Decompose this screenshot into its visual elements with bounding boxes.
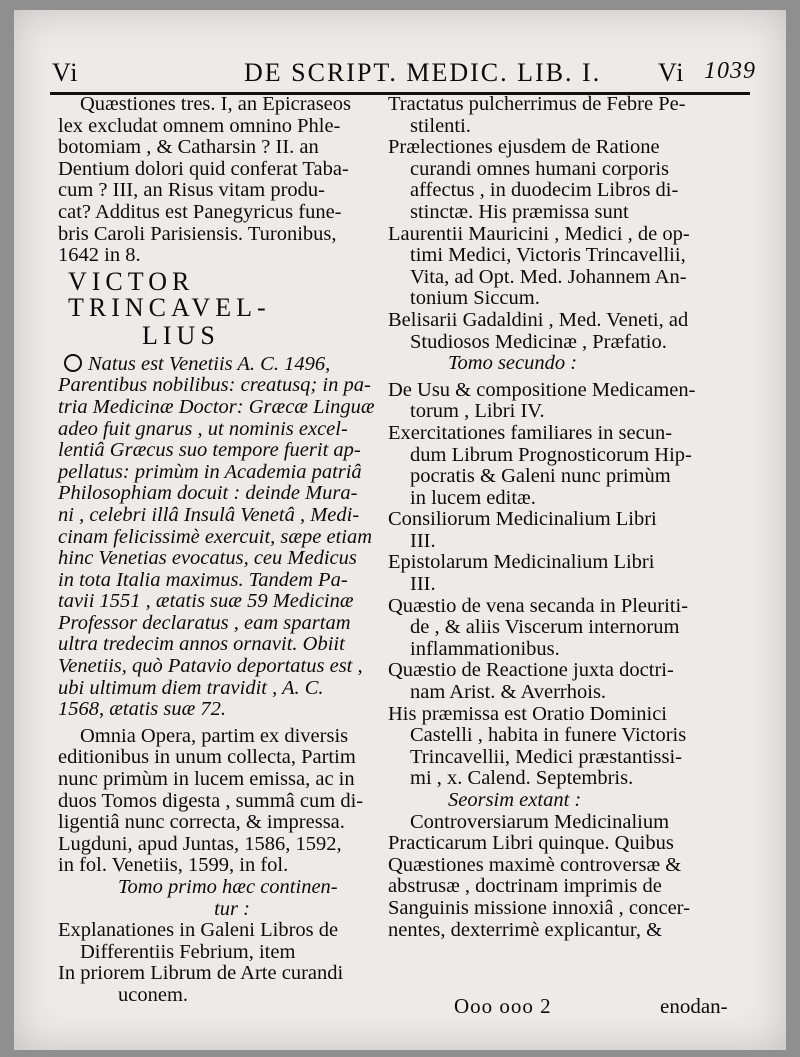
bio-line: Parentibus nobilibus: creatusq; in pa-: [58, 374, 371, 397]
text-line: bris Caroli Parisiensis. Turonibus,: [58, 222, 337, 245]
tomo-primo-heading: Tomo primo hæc continen-: [118, 876, 338, 898]
text-line: stilenti.: [410, 114, 471, 137]
text-line: editionibus in unum collecta, Partim: [58, 746, 356, 769]
catchword: enodan-: [660, 994, 728, 1018]
bio-line: Philosophiam docuit : deinde Mura-: [58, 482, 358, 505]
text-line: Quæstio de vena secanda in Pleuriti-: [388, 594, 689, 617]
bio-line: tria Medicinæ Doctor: Græcæ Linguæ: [58, 395, 375, 418]
text-line: Quæstio de Reactione juxta doctri-: [388, 659, 674, 682]
running-title: DE SCRIPT. MEDIC. LIB. I.: [244, 58, 602, 87]
bio-line: Professor declaratus , eam spartam: [58, 611, 351, 634]
bio-line: Venetiis, quò Patavio deportatus est ,: [58, 655, 363, 678]
text-line: Vita, ad Opt. Med. Johannem An-: [410, 265, 687, 288]
text-line: nam Arist. & Averrhois.: [410, 681, 607, 704]
bio-line: adeo fuit gnarus , ut nominis excel-: [58, 417, 348, 440]
text-line: Quæstiones tres. I, an Epicraseos: [80, 93, 351, 115]
text-line: Sanguinis missione innoxiâ , concer-: [388, 896, 690, 919]
bio-text: Natus est Venetiis A. C. 1496,: [88, 352, 331, 375]
text-line: pocratis & Galeni nunc primùm: [410, 465, 671, 488]
text-line: nentes, dexterrimè explicantur, &: [388, 918, 663, 941]
left-column: [58, 94, 406, 1007]
text-line: cat? Additus est Panegyricus fune-: [58, 200, 342, 223]
author-heading: VICTOR TRINCAVEL-: [68, 266, 271, 322]
text-line: Dentium dolori quid conferat Taba-: [58, 157, 349, 180]
text-line: Castelli , habita in funere Victoris: [410, 724, 687, 747]
author-heading-continued: LIUS: [142, 320, 220, 350]
text-line: curandi omnes humani corporis: [410, 157, 670, 180]
text-line: Prælectiones ejusdem de Ratione: [388, 136, 660, 159]
text-line: Lugduni, apud Juntas, 1586, 1592,: [58, 832, 342, 855]
text-line: III.: [410, 529, 436, 552]
bio-line: pellatus: primùm in Academia patriâ: [58, 460, 362, 483]
tomo-primo-heading-continued: tur :: [214, 897, 250, 920]
text-line: Controversiarum Medicinalium: [410, 810, 670, 833]
text-line: Practicarum Libri quinque. Quibus: [388, 832, 674, 855]
text-line: Epistolarum Medicinalium Libri: [388, 551, 655, 574]
text-line: Belisarii Gadaldini , Med. Veneti, ad: [388, 308, 689, 331]
seorsim-heading: Seorsim extant :: [448, 789, 582, 811]
text-line: Exercitationes familiares in secun-: [388, 421, 673, 444]
text-line: timi Medici, Victoris Trincavellii,: [410, 244, 686, 267]
book-page: [14, 10, 786, 1050]
bio-line: ni , celebri illâ Insulâ Venetâ , Medi-: [58, 503, 360, 526]
bio-line: tavii 1551 , ætatis suæ 59 Medicinæ: [58, 590, 354, 613]
text-line: 1642 in 8.: [58, 244, 141, 267]
text-line: Omnia Opera, partim ex diversis: [80, 724, 349, 747]
text-line: ligentiâ nunc correcta, & impressa.: [58, 811, 345, 834]
text-line: in fol. Venetiis, 1599, in fol.: [58, 854, 289, 877]
text-line: III.: [410, 573, 436, 596]
text-line: Explanationes in Galeni Libros de: [58, 919, 339, 942]
text-line: tonium Siccum.: [410, 287, 540, 310]
text-line: Laurentii Mauricini , Medici , de op-: [388, 222, 690, 245]
text-line: Consiliorum Medicinalium Libri: [388, 508, 657, 531]
text-line: Trincavellii, Medici præstantissi-: [410, 745, 682, 768]
bio-line: ubi ultimum diem travidit , A. C.: [58, 676, 324, 699]
bio-line: 1568, ætatis suæ 72.: [58, 698, 227, 721]
page-header: [50, 56, 756, 95]
text-line: Differentiis Febrium, item: [80, 940, 296, 963]
signature-mark: Ooo ooo 2: [454, 994, 552, 1018]
text-line: de , & aliis Viscerum internorum: [410, 616, 680, 639]
text-line: His præmissa est Oratio Dominici: [388, 702, 668, 725]
text-line: De Usu & compositione Medicamen-: [388, 378, 696, 401]
text-line: affectus , in duodecim Libros di-: [410, 179, 679, 202]
text-line: uconem.: [118, 983, 189, 1006]
right-column: [388, 94, 740, 941]
text-line: botomiam , & Catharsin ? II. an: [58, 136, 319, 159]
bio-line: in tota Italia maximus. Tandem Pa-: [58, 568, 348, 591]
page-number: 1039: [704, 58, 756, 84]
text-line: dum Librum Prognosticorum Hip-: [410, 443, 692, 466]
text-line: cum ? III, an Risus vitam produ-: [58, 179, 326, 202]
bio-line: ultra tredecim annos ornavit. Obiit: [58, 633, 345, 656]
text-line: Quæstiones maximè controversæ &: [388, 853, 682, 876]
bio-line: lentiâ Græcus suo tempore fuerit ap-: [58, 439, 361, 462]
text-line: torum , Libri IV.: [410, 400, 545, 423]
text-line: abstrusæ , doctrinam imprimis de: [388, 875, 662, 898]
text-line: duos Tomos digesta , summâ cum di-: [58, 789, 364, 812]
text-line: Studiosos Medicinæ , Præfatio.: [410, 330, 667, 353]
text-line: mi , x. Calend. Septembris.: [410, 767, 634, 790]
bullet-mark: [64, 354, 82, 372]
text-line: nunc primùm in lucem emissa, ac in: [58, 768, 355, 791]
header-right-marker: Vi: [658, 58, 685, 87]
text-line: In priorem Librum de Arte curandi: [58, 962, 344, 985]
text-line: inflammationibus.: [410, 637, 560, 660]
bio-first-line: [58, 354, 406, 376]
text-line: stinctæ. His præmissa sunt: [410, 200, 629, 223]
tomo-secundo-heading: Tomo secundo :: [448, 352, 578, 375]
bio-line: cinam felicissimè exercuit, sæpe etiam: [58, 525, 373, 548]
bio-line: hinc Venetias evocatus, ceu Medicus: [58, 547, 357, 570]
header-left-marker: Vi: [52, 58, 79, 87]
text-line: in lucem editæ.: [410, 486, 536, 509]
text-line: lex excludat omnem omnino Phle-: [58, 114, 341, 137]
text-line: Tractatus pulcherrimus de Febre Pe-: [388, 93, 686, 115]
